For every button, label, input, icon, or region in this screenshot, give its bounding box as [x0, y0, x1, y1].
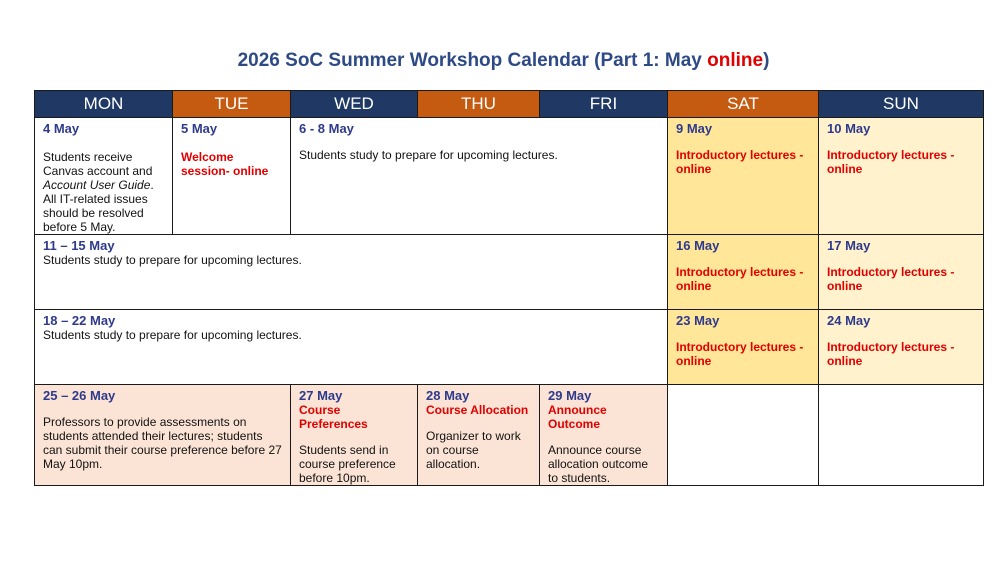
cell-17-may	[819, 235, 984, 310]
cell-6-8-may	[291, 118, 668, 235]
title-prefix: 2026 SoC Summer Workshop Calendar (Part 1: May	[237, 50, 708, 71]
cell-4-may	[35, 118, 173, 235]
event-text: Announce course allocation outcome to students.	[548, 443, 649, 485]
date-label: 10 May	[827, 121, 871, 136]
event-heading: Announce Outcome	[548, 403, 607, 431]
cell-30-may-empty	[668, 385, 819, 486]
cell-11-15-may	[35, 235, 668, 310]
cell-18-22-may	[35, 310, 668, 385]
calendar-title	[0, 50, 1007, 72]
date-label: 16 May	[676, 238, 720, 253]
calendar-table	[34, 90, 984, 486]
date-label: 23 May	[676, 313, 720, 328]
title-highlight: online	[707, 50, 764, 71]
cell-9-may	[668, 118, 819, 235]
cell-27-may	[291, 385, 418, 486]
day-header-tue: TUE	[173, 91, 291, 118]
date-label: 28 May	[426, 388, 470, 403]
cell-5-may	[173, 118, 291, 235]
event-heading: Course Allocation	[426, 403, 529, 417]
event-text: Professors to provide assessments on students attended their lectures; students can submit their course preference before 27 May 10pm.	[43, 415, 282, 471]
event-text: Introductory lectures - online	[827, 340, 955, 368]
cell-23-may	[668, 310, 819, 385]
cell-29-may	[540, 385, 668, 486]
date-label: 27 May	[299, 388, 343, 403]
event-text: Organizer to work on course allocation.	[426, 429, 521, 471]
cell-16-may	[668, 235, 819, 310]
event-text: Introductory lectures - online	[827, 148, 955, 176]
week-3-row	[35, 310, 984, 385]
title-suffix: )	[763, 50, 770, 71]
header-row	[35, 91, 984, 118]
date-label: 6 - 8 May	[299, 121, 354, 136]
day-header-thu: THU	[418, 91, 540, 118]
date-label: 11 – 15 May	[43, 238, 115, 253]
day-header-fri: FRI	[540, 91, 668, 118]
week-4-row	[35, 385, 984, 486]
event-text: Students study to prepare for upcoming lectures.	[43, 328, 302, 342]
event-text: Students receive Canvas account and Account User Guide. All IT-related issues should be resolved before 5 May.	[43, 150, 154, 234]
date-label: 29 May	[548, 388, 592, 403]
event-text: Students send in course preference before 10pm.	[299, 443, 396, 485]
day-header-wed: WED	[291, 91, 418, 118]
event-text: Welcome session- online	[181, 150, 269, 178]
date-label: 24 May	[827, 313, 871, 328]
event-text: Students study to prepare for upcoming lectures.	[43, 253, 302, 267]
date-label: 5 May	[181, 121, 218, 136]
week-2-row	[35, 235, 984, 310]
event-text: Introductory lectures - online	[676, 148, 804, 176]
day-header-sun: SUN	[819, 91, 984, 118]
cell-10-may	[819, 118, 984, 235]
event-text: Introductory lectures - online	[827, 265, 955, 293]
date-label: 17 May	[827, 238, 871, 253]
event-heading: Course Preferences	[299, 403, 368, 431]
event-text: Students study to prepare for upcoming lectures.	[299, 148, 558, 162]
date-label: 4 May	[43, 121, 80, 136]
cell-28-may	[418, 385, 540, 486]
day-header-sat: SAT	[668, 91, 819, 118]
cell-25-26-may	[35, 385, 291, 486]
event-text: Introductory lectures - online	[676, 265, 804, 293]
date-label: 18 – 22 May	[43, 313, 116, 328]
day-header-mon: MON	[35, 91, 173, 118]
week-1-row	[35, 118, 984, 235]
cell-31-may-empty	[819, 385, 984, 486]
date-label: 25 – 26 May	[43, 388, 116, 403]
cell-24-may	[819, 310, 984, 385]
date-label: 9 May	[676, 121, 713, 136]
event-text: Introductory lectures - online	[676, 340, 804, 368]
